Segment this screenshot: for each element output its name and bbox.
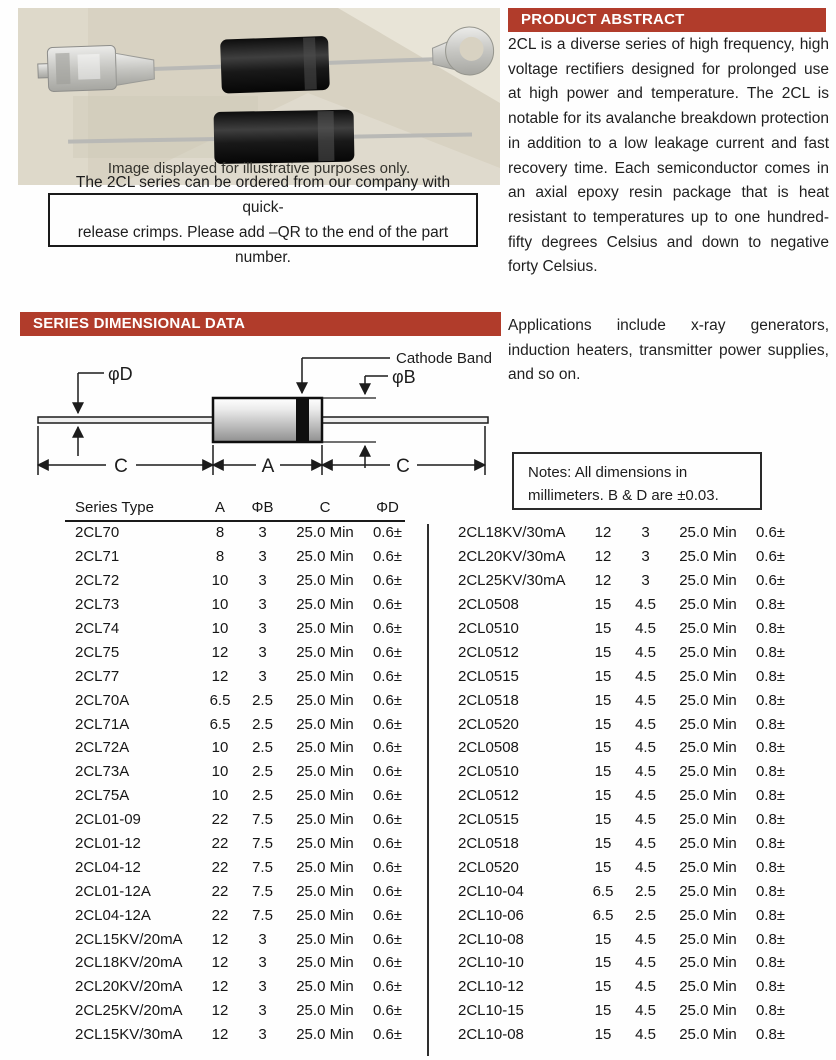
cell-c: 25.0 Min bbox=[679, 882, 737, 900]
cell-phi-d: 0.6± bbox=[372, 572, 403, 590]
cell-a: 6.5 bbox=[209, 715, 231, 733]
cell-series-type: 2CL10-06 bbox=[458, 906, 524, 924]
cell-c: 25.0 Min bbox=[679, 524, 737, 542]
cell-phi-b: 4.5 bbox=[635, 858, 656, 876]
cell-series-type: 2CL75A bbox=[75, 787, 130, 805]
header-phi-b: ΦB bbox=[251, 498, 274, 516]
cell-a: 8 bbox=[215, 524, 225, 542]
cell-phi-d: 0.6± bbox=[372, 763, 403, 781]
cell-phi-d: 0.8± bbox=[755, 1002, 786, 1020]
table-row bbox=[448, 521, 793, 545]
cell-c: 25.0 Min bbox=[679, 572, 737, 590]
cell-phi-d: 0.8± bbox=[755, 596, 786, 614]
cell-c: 25.0 Min bbox=[679, 930, 737, 948]
cell-series-type: 2CL15KV/30mA bbox=[75, 1026, 183, 1044]
cell-a: 12 bbox=[211, 643, 229, 661]
table-row bbox=[65, 1023, 410, 1047]
cell-c: 25.0 Min bbox=[296, 620, 354, 637]
cell-phi-d: 0.8± bbox=[755, 715, 786, 733]
cell-phi-d: 0.8± bbox=[755, 906, 786, 924]
cell-a: 10 bbox=[211, 620, 229, 637]
cell-phi-d: 0.6± bbox=[372, 978, 403, 996]
cell-phi-b: 3 bbox=[258, 572, 267, 590]
cell-c: 25.0 Min bbox=[679, 763, 737, 781]
cell-series-type: 2CL18KV/30mA bbox=[458, 524, 566, 542]
table-row bbox=[448, 999, 793, 1023]
cell-phi-d: 0.8± bbox=[755, 739, 786, 757]
cell-a: 12 bbox=[211, 978, 229, 996]
cell-phi-b: 4.5 bbox=[635, 954, 656, 972]
cell-series-type: 2CL74 bbox=[75, 620, 120, 637]
cell-c: 25.0 Min bbox=[296, 1002, 354, 1020]
cell-c: 25.0 Min bbox=[679, 858, 737, 876]
cell-phi-b: 3 bbox=[641, 572, 650, 590]
notes-box bbox=[512, 452, 762, 510]
cell-phi-d: 0.8± bbox=[755, 763, 786, 781]
cell-phi-b: 7.5 bbox=[252, 858, 273, 876]
cell-c: 25.0 Min bbox=[296, 548, 354, 566]
cell-c: 25.0 Min bbox=[679, 715, 737, 733]
cell-c: 25.0 Min bbox=[296, 1026, 354, 1044]
cell-phi-b: 7.5 bbox=[252, 811, 273, 829]
table-row bbox=[65, 688, 410, 712]
cell-c: 25.0 Min bbox=[679, 739, 737, 757]
cell-series-type: 2CL18KV/20mA bbox=[75, 954, 183, 972]
cell-series-type: 2CL10-10 bbox=[458, 954, 524, 972]
cell-phi-d: 0.8± bbox=[755, 667, 786, 685]
table-row bbox=[448, 593, 793, 617]
cell-c: 25.0 Min bbox=[296, 858, 354, 876]
header-phi-d: ΦD bbox=[376, 498, 399, 516]
cell-c: 25.0 Min bbox=[296, 596, 354, 614]
table-header bbox=[65, 496, 405, 522]
cell-series-type: 2CL72 bbox=[75, 572, 120, 590]
table-row bbox=[448, 569, 793, 593]
cell-series-type: 2CL20KV/20mA bbox=[75, 978, 183, 996]
cell-phi-d: 0.6± bbox=[372, 787, 403, 805]
cell-phi-b: 3 bbox=[258, 1002, 267, 1020]
cell-a: 12 bbox=[211, 954, 229, 972]
cell-series-type: 2CL01-12A bbox=[75, 882, 151, 900]
table-row bbox=[448, 688, 793, 712]
cell-c: 25.0 Min bbox=[296, 763, 354, 781]
cell-c: 25.0 Min bbox=[296, 930, 354, 948]
table-row bbox=[448, 784, 793, 808]
cell-phi-b: 2.5 bbox=[252, 787, 273, 805]
cell-series-type: 2CL04-12A bbox=[75, 906, 151, 924]
table-row bbox=[65, 664, 410, 688]
cell-c: 25.0 Min bbox=[296, 691, 354, 709]
cell-c: 25.0 Min bbox=[296, 811, 354, 829]
table-row bbox=[65, 712, 410, 736]
cell-phi-b: 2.5 bbox=[252, 715, 273, 733]
cell-a: 15 bbox=[594, 691, 612, 709]
cell-phi-b: 4.5 bbox=[635, 1002, 656, 1020]
cell-a: 15 bbox=[594, 739, 612, 757]
cell-series-type: 2CL10-08 bbox=[458, 930, 524, 948]
cell-a: 12 bbox=[594, 524, 612, 542]
cell-series-type: 2CL10-04 bbox=[458, 882, 524, 900]
dim-c-right-label: C bbox=[396, 456, 410, 477]
table-row bbox=[448, 903, 793, 927]
cell-phi-d: 0.6± bbox=[372, 930, 403, 948]
cell-series-type: 2CL0520 bbox=[458, 715, 519, 733]
cell-phi-b: 7.5 bbox=[252, 882, 273, 900]
cell-phi-d: 0.6± bbox=[372, 906, 403, 924]
cell-a: 6.5 bbox=[592, 906, 614, 924]
cell-c: 25.0 Min bbox=[679, 620, 737, 637]
cell-series-type: 2CL04-12 bbox=[75, 858, 141, 876]
cell-series-type: 2CL0510 bbox=[458, 620, 519, 637]
cell-c: 25.0 Min bbox=[679, 596, 737, 614]
cell-phi-d: 0.6± bbox=[755, 524, 786, 542]
cell-phi-b: 3 bbox=[258, 620, 267, 637]
table-right-column bbox=[448, 521, 793, 1047]
cell-a: 15 bbox=[594, 643, 612, 661]
cell-a: 15 bbox=[594, 858, 612, 876]
product-photo bbox=[18, 8, 500, 185]
cell-phi-d: 0.8± bbox=[755, 930, 786, 948]
table-row bbox=[65, 832, 410, 856]
cell-c: 25.0 Min bbox=[679, 1026, 737, 1044]
table-row bbox=[65, 545, 410, 569]
cell-phi-b: 3 bbox=[641, 548, 650, 566]
table-row bbox=[448, 832, 793, 856]
table-row bbox=[448, 808, 793, 832]
cell-phi-b: 4.5 bbox=[635, 835, 656, 853]
cell-a: 10 bbox=[211, 596, 229, 614]
cell-phi-d: 0.6± bbox=[372, 739, 403, 757]
cell-a: 10 bbox=[211, 572, 229, 590]
cell-a: 8 bbox=[215, 548, 225, 566]
cell-c: 25.0 Min bbox=[296, 643, 354, 661]
cell-phi-b: 7.5 bbox=[252, 906, 273, 924]
cell-phi-d: 0.8± bbox=[755, 835, 786, 853]
table-row bbox=[448, 760, 793, 784]
cell-phi-d: 0.6± bbox=[372, 835, 403, 853]
cell-phi-d: 0.6± bbox=[372, 1026, 403, 1044]
cell-phi-d: 0.6± bbox=[372, 691, 403, 709]
cell-series-type: 2CL10-08 bbox=[458, 1026, 524, 1044]
cell-series-type: 2CL25KV/30mA bbox=[458, 572, 566, 590]
cell-a: 22 bbox=[211, 906, 229, 924]
product-abstract-header: PRODUCT ABSTRACT bbox=[508, 8, 826, 32]
cell-series-type: 2CL71 bbox=[75, 548, 120, 566]
applications-paragraph: Applications include x-ray generators, induction heaters, transmitter power supplies, and so on. bbox=[508, 317, 829, 384]
cell-phi-b: 4.5 bbox=[635, 643, 656, 661]
header-c: C bbox=[319, 498, 331, 516]
cell-phi-b: 4.5 bbox=[635, 596, 656, 614]
phi-d-label: φD bbox=[108, 364, 133, 384]
cell-series-type: 2CL77 bbox=[75, 667, 120, 685]
table-row bbox=[65, 736, 410, 760]
cell-series-type: 2CL0508 bbox=[458, 739, 519, 757]
cell-c: 25.0 Min bbox=[679, 811, 737, 829]
cell-a: 12 bbox=[211, 667, 229, 685]
cell-phi-b: 2.5 bbox=[635, 882, 656, 900]
dimensional-data-header: SERIES DIMENSIONAL DATA bbox=[20, 312, 501, 336]
cell-phi-d: 0.8± bbox=[755, 787, 786, 805]
cell-phi-d: 0.6± bbox=[372, 882, 403, 900]
cell-phi-b: 4.5 bbox=[635, 978, 656, 996]
cell-series-type: 2CL75 bbox=[75, 643, 120, 661]
cell-c: 25.0 Min bbox=[296, 882, 354, 900]
cell-a: 10 bbox=[211, 739, 229, 757]
cell-c: 25.0 Min bbox=[679, 835, 737, 853]
cell-series-type: 2CL0508 bbox=[458, 596, 519, 614]
cell-a: 22 bbox=[211, 858, 229, 876]
cell-phi-d: 0.8± bbox=[755, 1026, 786, 1044]
cell-a: 15 bbox=[594, 620, 612, 637]
cell-phi-b: 7.5 bbox=[252, 835, 273, 853]
dim-c-left-label: C bbox=[114, 456, 128, 477]
table-column-divider bbox=[427, 524, 429, 1056]
table-row bbox=[65, 927, 410, 951]
table-row bbox=[448, 617, 793, 641]
cell-phi-d: 0.8± bbox=[755, 978, 786, 996]
table-row bbox=[65, 640, 410, 664]
cell-phi-d: 0.6± bbox=[755, 548, 786, 566]
cell-phi-d: 0.8± bbox=[755, 954, 786, 972]
cell-c: 25.0 Min bbox=[296, 715, 354, 733]
cell-a: 12 bbox=[211, 1026, 229, 1044]
cell-a: 15 bbox=[594, 835, 612, 853]
cell-series-type: 2CL0515 bbox=[458, 667, 519, 685]
table-row bbox=[65, 975, 410, 999]
cell-c: 25.0 Min bbox=[296, 954, 354, 972]
cell-series-type: 2CL0520 bbox=[458, 858, 519, 876]
table-row bbox=[65, 569, 410, 593]
cell-a: 15 bbox=[594, 787, 612, 805]
cell-a: 12 bbox=[211, 1002, 229, 1020]
cell-series-type: 2CL0512 bbox=[458, 643, 519, 661]
cell-phi-b: 3 bbox=[258, 954, 267, 972]
product-abstract-paragraph: 2CL is a diverse series of high frequency, high voltage rectifiers designed for prolonged use at high power and temperature. The 2CL is notable for its avalanche breakdown protection in addition to a low leakage current and fast recovery time. Each semiconductor comes in an axial epoxy resin package that is heat resistant to temperatures up to one hundred-fifty degrees Celsius and down to negative forty Celsius. bbox=[508, 36, 829, 276]
cell-phi-b: 2.5 bbox=[252, 691, 273, 709]
cell-phi-d: 0.8± bbox=[755, 882, 786, 900]
cell-phi-b: 3 bbox=[258, 667, 267, 685]
cell-a: 12 bbox=[594, 548, 612, 566]
cell-series-type: 2CL73 bbox=[75, 596, 120, 614]
cell-a: 15 bbox=[594, 1026, 612, 1044]
cathode-band bbox=[296, 399, 309, 441]
table-row bbox=[65, 784, 410, 808]
header-series-type: Series Type bbox=[75, 498, 154, 516]
cell-phi-b: 4.5 bbox=[635, 763, 656, 781]
table-row bbox=[448, 712, 793, 736]
cell-a: 6.5 bbox=[209, 691, 231, 709]
cell-phi-d: 0.8± bbox=[755, 620, 786, 637]
cell-a: 12 bbox=[594, 572, 612, 590]
cell-phi-d: 0.8± bbox=[755, 643, 786, 661]
cell-a: 22 bbox=[211, 811, 229, 829]
dimension-diagram bbox=[20, 338, 505, 498]
cell-phi-b: 4.5 bbox=[635, 691, 656, 709]
table-row bbox=[448, 640, 793, 664]
cell-phi-b: 3 bbox=[258, 548, 267, 566]
cell-c: 25.0 Min bbox=[296, 572, 354, 590]
cell-a: 12 bbox=[211, 930, 229, 948]
cell-a: 22 bbox=[211, 835, 229, 853]
cell-a: 15 bbox=[594, 667, 612, 685]
cell-a: 10 bbox=[211, 763, 229, 781]
cell-phi-b: 3 bbox=[258, 930, 267, 948]
cell-phi-b: 4.5 bbox=[635, 930, 656, 948]
table-row bbox=[448, 664, 793, 688]
cell-a: 15 bbox=[594, 596, 612, 614]
header-a: A bbox=[214, 498, 225, 516]
table-row bbox=[65, 521, 410, 545]
cell-series-type: 2CL0515 bbox=[458, 811, 519, 829]
cell-series-type: 2CL0518 bbox=[458, 691, 519, 709]
table-row bbox=[65, 593, 410, 617]
cell-phi-d: 0.6± bbox=[372, 715, 403, 733]
cell-phi-b: 3 bbox=[258, 524, 267, 542]
table-row bbox=[448, 545, 793, 569]
cell-series-type: 2CL71A bbox=[75, 715, 130, 733]
cell-phi-b: 4.5 bbox=[635, 1026, 656, 1044]
table-row bbox=[65, 855, 410, 879]
table-row bbox=[65, 999, 410, 1023]
cell-phi-d: 0.6± bbox=[372, 667, 403, 685]
cell-phi-b: 3 bbox=[641, 524, 650, 542]
cell-series-type: 2CL70 bbox=[75, 524, 120, 542]
cell-phi-d: 0.6± bbox=[372, 643, 403, 661]
cell-a: 22 bbox=[211, 882, 229, 900]
order-note-text: The 2CL series can be ordered from our company with quick- release crimps. Please add –QR to the end of the part number. bbox=[75, 174, 451, 266]
cell-phi-b: 3 bbox=[258, 643, 267, 661]
cell-phi-d: 0.6± bbox=[372, 1002, 403, 1020]
cell-phi-d: 0.6± bbox=[372, 596, 403, 614]
cell-c: 25.0 Min bbox=[679, 691, 737, 709]
table-row bbox=[65, 760, 410, 784]
cell-series-type: 2CL15KV/20mA bbox=[75, 930, 183, 948]
photo-caption: Image displayed for illustrative purposes only. bbox=[107, 160, 411, 177]
table-row bbox=[448, 855, 793, 879]
cell-c: 25.0 Min bbox=[296, 787, 354, 805]
cell-phi-b: 4.5 bbox=[635, 787, 656, 805]
cell-series-type: 2CL25KV/20mA bbox=[75, 1002, 183, 1020]
cell-series-type: 2CL72A bbox=[75, 739, 130, 757]
cell-phi-d: 0.6± bbox=[372, 548, 403, 566]
cell-phi-b: 4.5 bbox=[635, 667, 656, 685]
cell-c: 25.0 Min bbox=[679, 787, 737, 805]
table-row bbox=[65, 617, 410, 641]
dim-a-label: A bbox=[261, 456, 275, 477]
cell-a: 15 bbox=[594, 930, 612, 948]
cell-phi-d: 0.6± bbox=[372, 620, 403, 637]
cell-c: 25.0 Min bbox=[679, 667, 737, 685]
cell-a: 15 bbox=[594, 715, 612, 733]
cell-a: 6.5 bbox=[592, 882, 614, 900]
cell-phi-b: 2.5 bbox=[635, 906, 656, 924]
cell-c: 25.0 Min bbox=[679, 548, 737, 566]
cell-series-type: 2CL0518 bbox=[458, 835, 519, 853]
phi-b-label: φB bbox=[392, 367, 416, 387]
table-row bbox=[448, 1023, 793, 1047]
cell-phi-d: 0.6± bbox=[372, 954, 403, 972]
cell-c: 25.0 Min bbox=[296, 524, 354, 542]
cell-c: 25.0 Min bbox=[296, 978, 354, 996]
cell-series-type: 2CL01-12 bbox=[75, 835, 141, 853]
cell-phi-b: 4.5 bbox=[635, 739, 656, 757]
table-row bbox=[448, 879, 793, 903]
cell-phi-d: 0.6± bbox=[372, 811, 403, 829]
cell-c: 25.0 Min bbox=[296, 739, 354, 757]
cell-series-type: 2CL70A bbox=[75, 691, 130, 709]
cell-phi-d: 0.6± bbox=[755, 572, 786, 590]
table-row bbox=[65, 951, 410, 975]
cell-a: 10 bbox=[211, 787, 229, 805]
table-row bbox=[65, 903, 410, 927]
cell-series-type: 2CL20KV/30mA bbox=[458, 548, 566, 566]
cathode-band-label: Cathode Band bbox=[396, 350, 492, 367]
cell-phi-d: 0.6± bbox=[372, 858, 403, 876]
cell-phi-d: 0.8± bbox=[755, 858, 786, 876]
table-row bbox=[448, 975, 793, 999]
cell-phi-d: 0.6± bbox=[372, 524, 403, 542]
cell-c: 25.0 Min bbox=[679, 954, 737, 972]
cell-phi-b: 4.5 bbox=[635, 620, 656, 637]
cell-c: 25.0 Min bbox=[296, 667, 354, 685]
cell-phi-b: 4.5 bbox=[635, 715, 656, 733]
cell-series-type: 2CL10-15 bbox=[458, 1002, 524, 1020]
cell-phi-b: 3 bbox=[258, 978, 267, 996]
cell-phi-b: 2.5 bbox=[252, 763, 273, 781]
cell-phi-b: 2.5 bbox=[252, 739, 273, 757]
cell-series-type: 2CL73A bbox=[75, 763, 130, 781]
cell-phi-b: 3 bbox=[258, 1026, 267, 1044]
table-row bbox=[448, 927, 793, 951]
table-row bbox=[448, 951, 793, 975]
cell-a: 15 bbox=[594, 811, 612, 829]
table-left-column bbox=[65, 521, 410, 1047]
cell-c: 25.0 Min bbox=[296, 906, 354, 924]
cell-series-type: 2CL0510 bbox=[458, 763, 519, 781]
cell-series-type: 2CL10-12 bbox=[458, 978, 524, 996]
cell-a: 15 bbox=[594, 1002, 612, 1020]
cell-phi-b: 3 bbox=[258, 596, 267, 614]
table-row bbox=[448, 736, 793, 760]
cell-c: 25.0 Min bbox=[679, 978, 737, 996]
order-note-box bbox=[48, 174, 478, 266]
cell-a: 15 bbox=[594, 763, 612, 781]
cell-series-type: 2CL0512 bbox=[458, 787, 519, 805]
cell-phi-d: 0.8± bbox=[755, 691, 786, 709]
cell-a: 15 bbox=[594, 978, 612, 996]
cell-c: 25.0 Min bbox=[296, 835, 354, 853]
cell-phi-b: 4.5 bbox=[635, 811, 656, 829]
cell-phi-d: 0.8± bbox=[755, 811, 786, 829]
cell-c: 25.0 Min bbox=[679, 1002, 737, 1020]
cell-c: 25.0 Min bbox=[679, 643, 737, 661]
cell-c: 25.0 Min bbox=[679, 906, 737, 924]
table-row bbox=[65, 808, 410, 832]
table-row bbox=[65, 879, 410, 903]
notes-text: Notes: All dimensions in millimeters. B & D are ±0.03. bbox=[528, 464, 719, 504]
cell-a: 15 bbox=[594, 954, 612, 972]
cell-series-type: 2CL01-09 bbox=[75, 811, 141, 829]
